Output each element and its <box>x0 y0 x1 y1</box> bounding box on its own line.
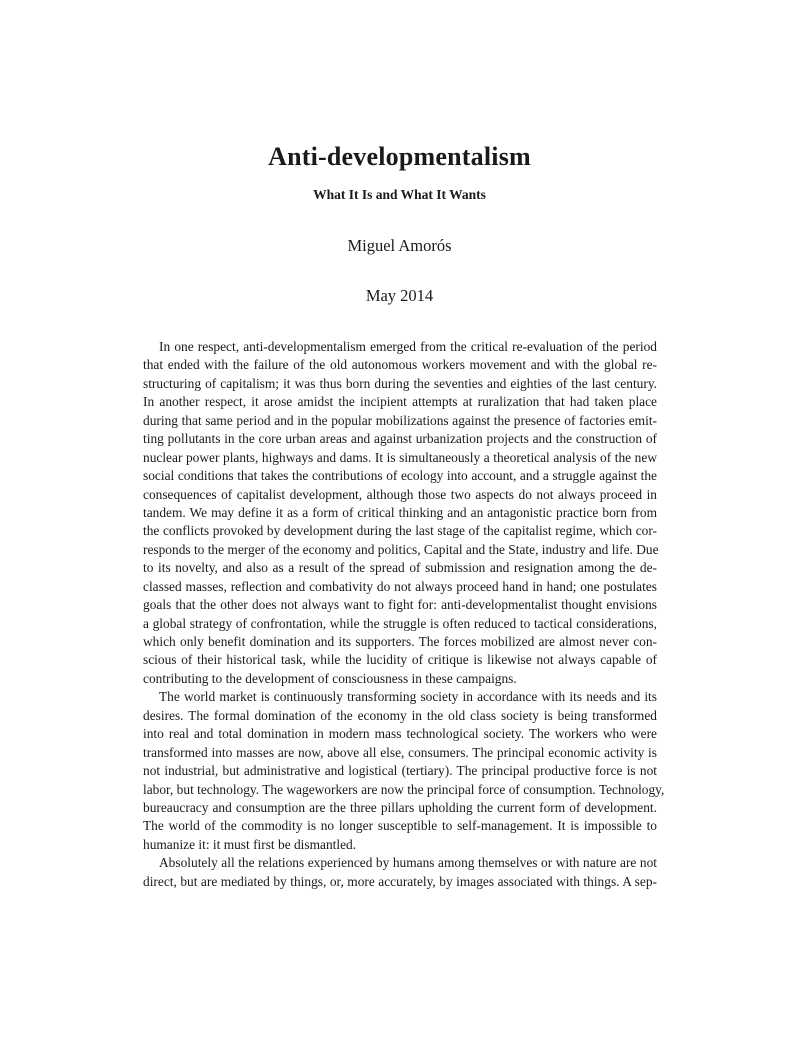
paragraph-line: bureaucracy and consumption are the three pillars upholding the current form of development. <box>143 799 657 815</box>
paragraph-line: responds to the merger of the economy and politics, Capital and the State, industry and life. Due <box>143 541 659 557</box>
paragraph <box>143 854 657 891</box>
paragraph-line: to its novelty, and also as a result of the spread of submission and resignation among the de- <box>143 560 657 576</box>
paragraph-line: In another respect, it arose amidst the incipient attempts at ruralization that had taken place <box>143 394 657 410</box>
paragraph-line: transformed into masses are now, above all else, consumers. The principal economic activity is <box>143 744 657 760</box>
paragraph-line: scious of their historical task, while the lucidity of critique is likewise not always capable of <box>143 652 657 668</box>
paragraph-line: the conflicts provoked by development during the last stage of the capitalist regime, which cor- <box>143 523 657 539</box>
paragraph <box>143 338 657 688</box>
paragraph-line: during that same period and in the popular mobilizations against the presence of factories emit- <box>143 412 657 428</box>
document-date: May 2014 <box>365 286 434 305</box>
paragraph-line: social conditions that takes the contributions of ecology into account, and a struggle against the <box>143 468 657 484</box>
paragraph-line: not industrial, but administrative and logistical (tertiary). The principal productive force is not <box>143 763 657 779</box>
paragraph-line: desires. The formal domination of the economy in the old class society is being transformed <box>143 707 657 723</box>
paragraph-line: classed masses, reflection and combativity do not always proceed hand in hand; one postulates <box>143 578 657 594</box>
paragraph-line: The world market is continuously transforming society in accordance with its needs and its <box>159 689 657 705</box>
paragraph-line: humanize it: it must first be dismantled. <box>143 836 357 852</box>
paragraph-line: In one respect, anti-developmentalism emerged from the critical re-evaluation of the period <box>159 339 657 354</box>
paragraph-line: a global strategy of confrontation, while the struggle is often reduced to tactical considerations, <box>143 615 657 631</box>
paragraph-line: into real and total domination in modern mass technological society. The workers who were <box>143 726 657 742</box>
paragraph-line: goals that the other does not always want to fight for: anti-developmentalist thought envisions <box>143 597 657 613</box>
paragraph-line: which only benefit domination and its supporters. The forces mobilized are almost never con- <box>143 634 657 649</box>
paragraph-line: ting pollutants in the core urban areas and against urbanization projects and the construction of <box>143 431 657 447</box>
paragraph-line: labor, but technology. The wageworkers are now the principal force of consumption. Technology, <box>143 781 665 797</box>
paragraph-line: The world of the commodity is no longer susceptible to self-management. It is impossible to <box>143 818 657 834</box>
document-body <box>143 338 665 891</box>
paragraph-line: consequences of capitalist development, although those two aspects do not always proceed in <box>143 486 657 502</box>
paragraph <box>143 688 665 854</box>
paragraph-line: contributing to the development of consciousness in these campaigns. <box>143 670 517 686</box>
paragraph-line: nuclear power plants, highways and dams. It is simultaneously a theoretical analysis of the new <box>143 449 657 465</box>
document-subtitle: What It Is and What It Wants <box>313 187 486 202</box>
paragraph-line: structuring of capitalism; it was thus born during the seventies and eighties of the last century. <box>143 375 657 391</box>
document-author: Miguel Amorós <box>347 236 452 255</box>
paragraph-line: direct, but are mediated by things, or, more accurately, by images associated with things. A sep- <box>143 873 657 889</box>
paragraph-line: tandem. We may define it as a form of critical thinking and an antagonistic practice born from <box>143 504 657 520</box>
document-title: Anti-developmentalism <box>268 142 531 171</box>
paragraph-line: Absolutely all the relations experienced by humans among themselves or with nature are not <box>159 855 657 871</box>
paragraph-line: that ended with the failure of the old autonomous workers movement and with the global re- <box>143 357 657 373</box>
